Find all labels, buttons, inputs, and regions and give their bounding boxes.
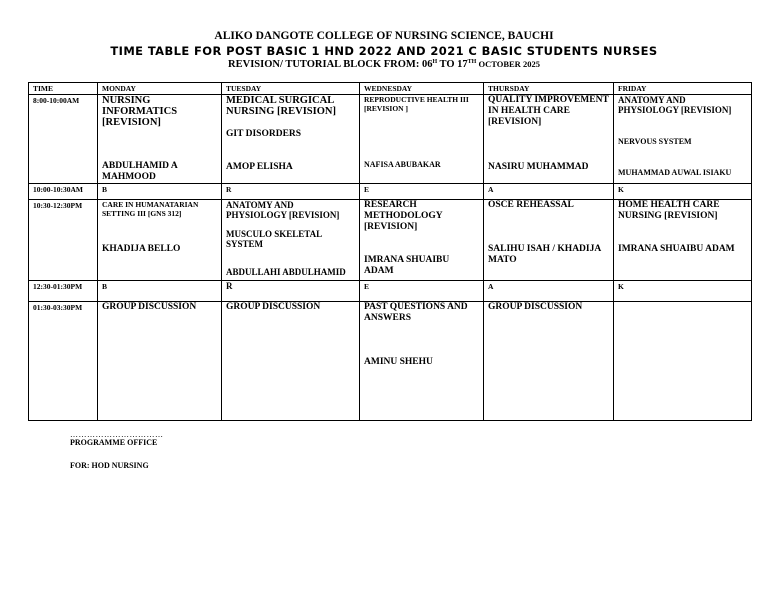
cell-thursday-3 xyxy=(484,302,614,421)
course-label: QUALITY IMPROVEMENT IN HEALTH CARE [REVISION] xyxy=(488,95,609,127)
course-label: PAST QUESTIONS AND ANSWERS xyxy=(364,302,468,323)
tutor-label: MUHAMMAD AUWAL ISIAKU xyxy=(618,168,732,177)
course-label: ANATOMY AND PHYSIOLOGY [REVISION] xyxy=(618,95,732,115)
course-label: NURSING INFORMATICS [REVISION] xyxy=(102,95,178,128)
col-header-tuesday: TUESDAY xyxy=(222,83,360,95)
course-label: MEDICAL SURGICAL NURSING [REVISION] xyxy=(226,95,336,117)
timetable xyxy=(28,82,752,421)
cell-monday-1 xyxy=(98,95,222,184)
break-row-1 xyxy=(29,184,752,200)
slot-row-3 xyxy=(29,302,752,421)
slot-row-2 xyxy=(29,200,752,281)
break-letter: E xyxy=(360,281,484,302)
cell-wednesday-1 xyxy=(360,95,484,184)
course-label: GROUP DISCUSSION xyxy=(226,302,321,312)
topic-label: NERVOUS SYSTEM xyxy=(618,137,692,146)
break-letter: B xyxy=(98,281,222,302)
cell-thursday-2 xyxy=(484,200,614,281)
time-cell: 8:00-10:00AM xyxy=(29,95,98,184)
block-sup-1: H xyxy=(432,59,438,65)
cell-friday-2 xyxy=(614,200,752,281)
break-letter: E xyxy=(360,184,484,200)
header-row xyxy=(29,83,752,95)
cell-wednesday-3 xyxy=(360,302,484,421)
course-label: RESEARCH METHODOLOGY [REVISION] xyxy=(364,200,443,232)
signature-line: …………………………… xyxy=(70,430,164,439)
block-suffix: OCTOBER 2025 xyxy=(476,59,540,69)
break-letter: B xyxy=(98,184,222,200)
break-letter: R xyxy=(222,281,360,302)
time-cell: 01:30-03:30PM xyxy=(29,302,98,421)
cell-monday-2 xyxy=(98,200,222,281)
col-header-wednesday: WEDNESDAY xyxy=(360,83,484,95)
cell-tuesday-2 xyxy=(222,200,360,281)
course-label: GROUP DISCUSSION xyxy=(488,302,583,312)
block-dates xyxy=(0,59,768,70)
time-cell: 12:30-01:30PM xyxy=(29,281,98,302)
tutor-label: ABDULLAHI ABDULHAMID xyxy=(226,267,346,277)
tutor-label: SALIHU ISAH / KHADIJA MATO xyxy=(488,244,601,265)
topic-label: GIT DISORDERS xyxy=(226,129,302,139)
tutor-label: ABDULHAMID A MAHMOOD xyxy=(102,161,178,182)
break-letter: A xyxy=(484,281,614,302)
programme-office-label: PROGRAMME OFFICE xyxy=(70,438,158,447)
cell-tuesday-3 xyxy=(222,302,360,421)
tutor-label: AMINU SHEHU xyxy=(364,357,433,367)
course-label: ANATOMY AND PHYSIOLOGY [REVISION] xyxy=(226,200,340,220)
break-letter: K xyxy=(614,184,752,200)
break-letter: A xyxy=(484,184,614,200)
slot-row-1 xyxy=(29,95,752,184)
course-label: HOME HEALTH CARE NURSING [REVISION] xyxy=(618,200,720,221)
course-label: GROUP DISCUSSION xyxy=(102,302,197,312)
col-header-monday: MONDAY xyxy=(98,83,222,95)
tutor-label: IMRANA SHUAIBU ADAM xyxy=(364,255,450,276)
col-header-thursday: THURSDAY xyxy=(484,83,614,95)
break-row-2 xyxy=(29,281,752,302)
college-name: ALIKO DANGOTE COLLEGE OF NURSING SCIENCE, BAUCHI xyxy=(214,30,554,42)
topic-label: MUSCULO SKELETAL SYSTEM xyxy=(226,229,322,249)
tutor-label: IMRANA SHUAIBU ADAM xyxy=(618,244,735,254)
cell-friday-3 xyxy=(614,302,752,421)
hod-label: FOR: HOD NURSING xyxy=(70,461,149,470)
time-cell: 10:30-12:30PM xyxy=(29,200,98,281)
col-header-friday: FRIDAY xyxy=(614,83,752,95)
block-prefix: REVISION/ TUTORIAL BLOCK FROM: 06 xyxy=(228,59,433,70)
tutor-label: NASIRU MUHAMMAD xyxy=(488,162,589,172)
cell-wednesday-2 xyxy=(360,200,484,281)
course-label: OSCE REHEASSAL xyxy=(488,200,574,210)
cell-monday-3 xyxy=(98,302,222,421)
time-cell: 10:00-10:30AM xyxy=(29,184,98,200)
timetable-title: TIME TABLE FOR POST BASIC 1 HND 2022 AND 2021 C BASIC STUDENTS NURSES xyxy=(110,44,658,58)
cell-thursday-1 xyxy=(484,95,614,184)
cell-tuesday-1 xyxy=(222,95,360,184)
course-label: CARE IN HUMANATARIAN SETTING III [GNS 312] xyxy=(102,200,199,218)
tutor-label: NAFISA ABUBAKAR xyxy=(364,160,441,169)
course-label: REPRODUCTIVE HEALTH III [REVISION ] xyxy=(364,95,469,113)
break-letter: K xyxy=(614,281,752,302)
break-letter: R xyxy=(222,184,360,200)
tutor-label: KHADIJA BELLO xyxy=(102,244,181,254)
cell-friday-1 xyxy=(614,95,752,184)
block-mid: TO 17 xyxy=(437,59,468,70)
tutor-label: AMOP ELISHA xyxy=(226,162,293,172)
block-sup-2: TH xyxy=(467,59,477,65)
col-header-time: TIME xyxy=(29,83,98,95)
